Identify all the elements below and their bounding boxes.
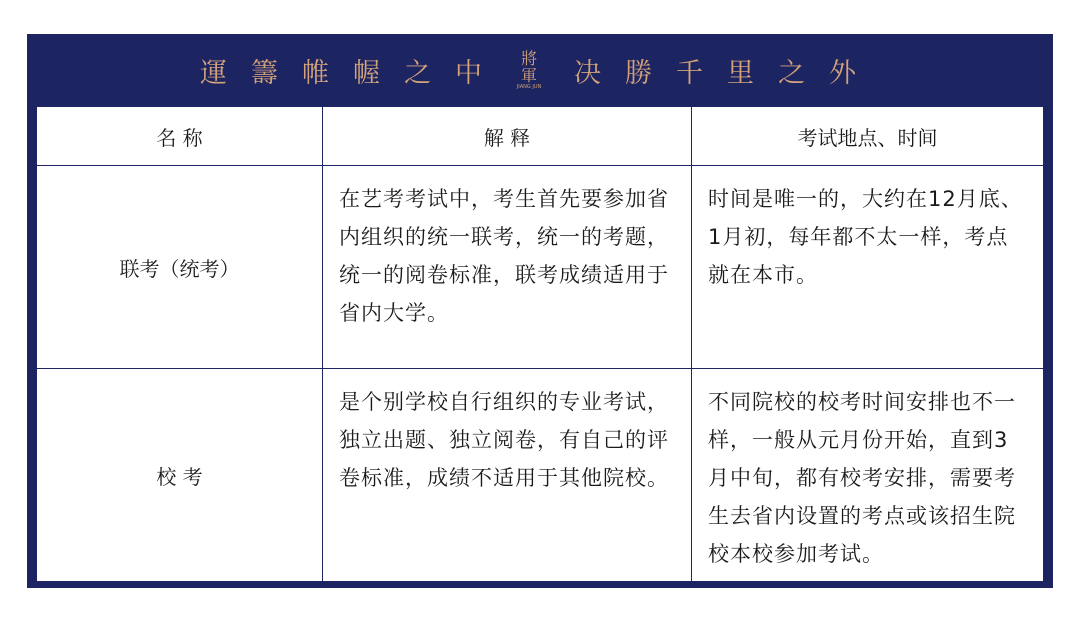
logo-bottom-glyph: 軍 <box>520 66 537 85</box>
banner <box>27 34 1053 106</box>
row-place-time: 时间是唯一的，大约在12月底、1月初，每年都不太一样，考点就在本市。 <box>692 166 1044 369</box>
row-name: 联考（统考） <box>37 166 323 369</box>
row-explanation: 在艺考考试中，考生首先要参加省内组织的统一联考，统一的考题，统一的阅卷标准，联考成绩适用于省内大学。 <box>323 166 692 369</box>
header-name: 名 称 <box>37 107 323 166</box>
left-slogan: 運籌帷幄之中 <box>200 57 506 89</box>
brand-logo <box>514 50 544 90</box>
table-row <box>37 369 1044 582</box>
logo-top-glyph: 將 <box>520 49 537 68</box>
table-row <box>37 166 1044 369</box>
logo-glyphs <box>521 50 537 84</box>
row-place-time: 不同院校的校考时间安排也不一样，一般从元月份开始，直到3月中旬，都有校考安排，需要考生去省内设置的考点或该招生院校本校参加考试。 <box>692 369 1044 582</box>
right-slogan: 决勝千里之外 <box>574 57 880 89</box>
header-place-time: 考试地点、时间 <box>692 107 1044 166</box>
table-header-row <box>37 107 1044 166</box>
logo-subtext: JIANG JUN <box>516 84 542 90</box>
poster-frame <box>27 34 1053 588</box>
row-explanation: 是个别学校自行组织的专业考试，独立出题、独立阅卷，有自己的评卷标准，成绩不适用于其他院校。 <box>323 369 692 582</box>
row-name: 校 考 <box>37 369 323 582</box>
exam-comparison-table <box>36 106 1044 582</box>
header-explanation: 解 释 <box>323 107 692 166</box>
